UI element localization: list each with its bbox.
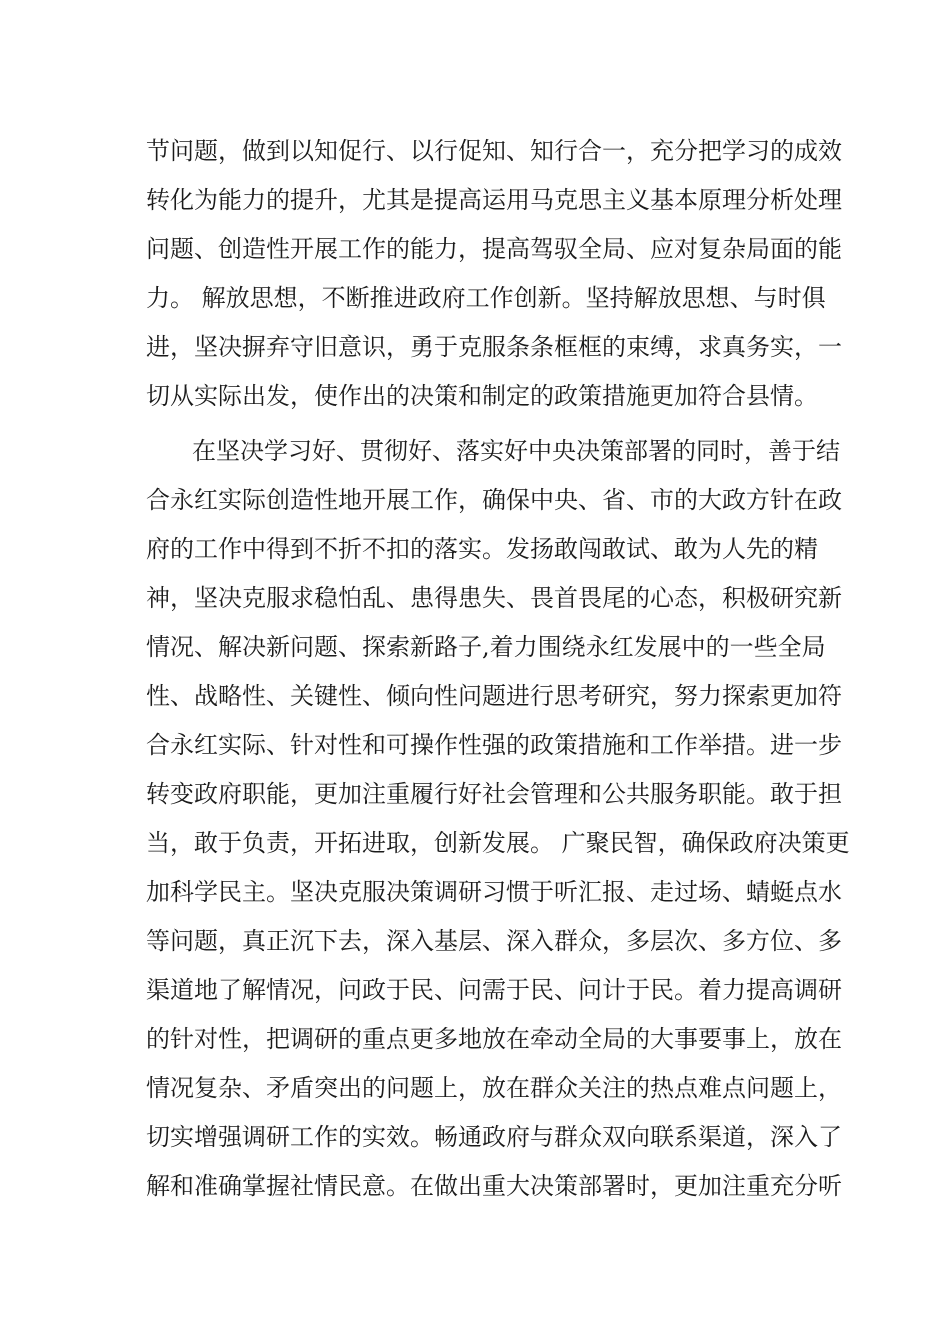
text-line: 合永红实际、针对性和可操作性强的政策措施和工作举措。进一步	[146, 731, 842, 759]
text-line: 转化为能力的提升，尤其是提高运用马克思主义基本原理分析处理	[146, 186, 842, 214]
text-line: 府的工作中得到不折不扣的落实。发扬敢闯敢试、敢为人先的精	[146, 535, 818, 563]
text-line: 情况、解决新问题、探索新路子,着力围绕永红发展中的一些全局	[146, 633, 826, 661]
text-line: 情况复杂、矛盾突出的问题上，放在群众关注的热点难点问题上，	[146, 1074, 842, 1102]
text-line: 等问题，真正沉下去，深入基层、深入群众，多层次、多方位、多	[146, 927, 842, 955]
text-line: 神，坚决克服求稳怕乱、患得患失、畏首畏尾的心态，积极研究新	[146, 584, 842, 612]
text-line: 解和准确掌握社情民意。在做出重大决策部署时，更加注重充分听	[146, 1172, 842, 1200]
text-line: 力。 解放思想，不断推进政府工作创新。坚持解放思想、与时俱	[146, 284, 826, 312]
text-line: 当，敢于负责，开拓进取，创新发展。 广聚民智，确保政府决策更	[146, 829, 850, 857]
text-line: 转变政府职能，更加注重履行好社会管理和公共服务职能。敢于担	[146, 780, 842, 808]
paragraph-first-line: 在坚决学习好、贯彻好、落实好中央决策部署的同时，善于结	[192, 437, 840, 465]
text-line: 切实增强调研工作的实效。畅通政府与群众双向联系渠道，深入了	[146, 1123, 842, 1151]
text-line: 节问题，做到以知促行、以行促知、知行合一，充分把学习的成效	[146, 137, 842, 165]
text-line: 问题、创造性开展工作的能力，提高驾驭全局、应对复杂局面的能	[146, 235, 842, 263]
text-line: 加科学民主。坚决克服决策调研习惯于听汇报、走过场、蜻蜓点水	[146, 878, 842, 906]
text-line: 渠道地了解情况，问政于民、问需于民、问计于民。着力提高调研	[146, 976, 842, 1004]
text-line: 切从实际出发，使作出的决策和制定的政策措施更加符合县情。	[146, 382, 818, 410]
text-line: 进，坚决摒弃守旧意识，勇于克服条条框框的束缚，求真务实，一	[146, 333, 842, 361]
text-line: 合永红实际创造性地开展工作，确保中央、省、市的大政方针在政	[146, 486, 842, 514]
text-line: 性、战略性、关键性、倾向性问题进行思考研究，努力探索更加符	[146, 682, 842, 710]
text-line: 的针对性，把调研的重点更多地放在牵动全局的大事要事上，放在	[146, 1025, 842, 1053]
